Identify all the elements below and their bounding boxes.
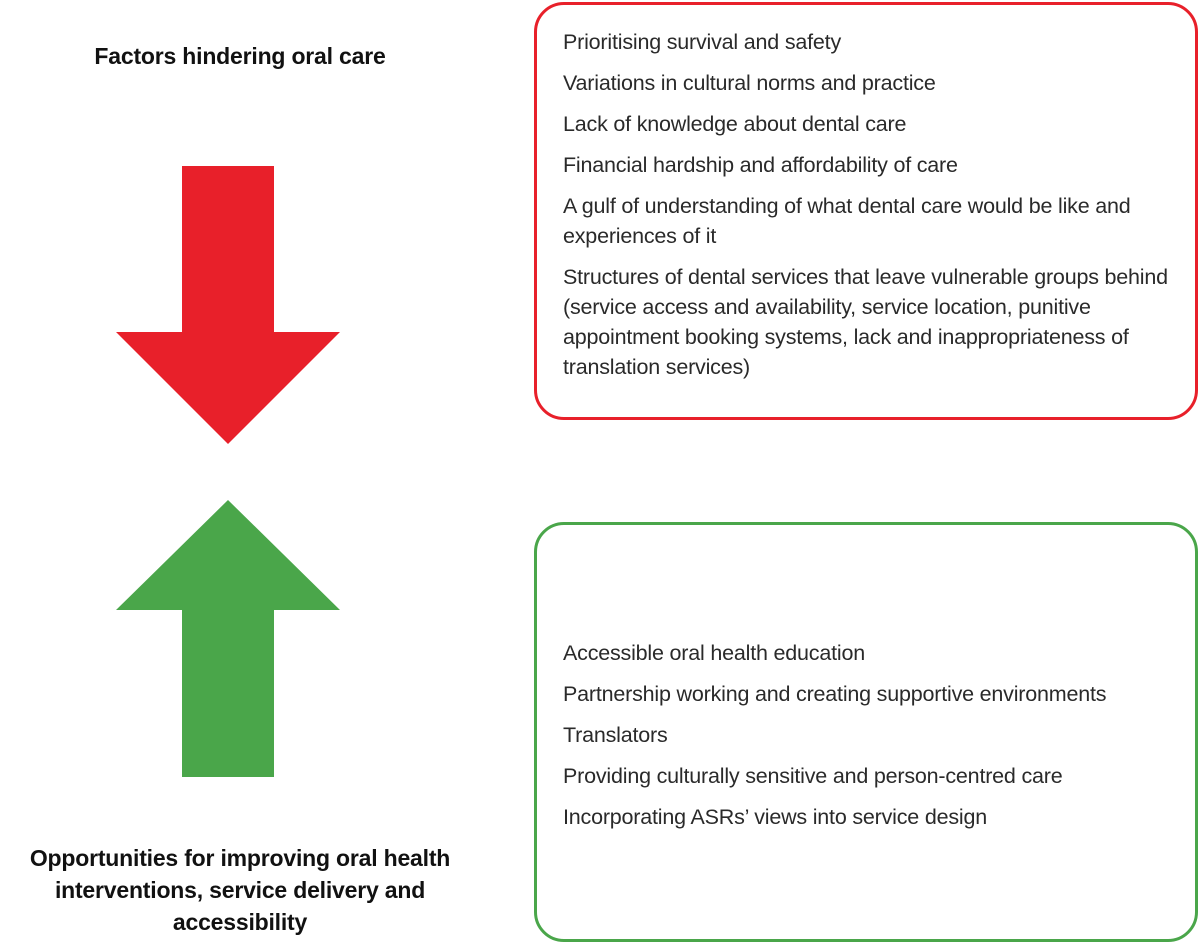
list-item: Partnership working and creating supportive environments	[563, 682, 1107, 706]
opportunities-list	[563, 638, 1181, 843]
list-item: Providing culturally sensitive and person-centred care	[563, 764, 1063, 788]
list-item: Prioritising survival and safety	[563, 30, 841, 54]
hindering-factors-list	[563, 27, 1181, 393]
list-item: Incorporating ASRs’ views into service design	[563, 805, 987, 829]
list-item: Financial hardship and affordability of care	[563, 153, 958, 177]
hindering-heading: Factors hindering oral care	[94, 43, 386, 69]
list-item: Accessible oral health education	[563, 641, 865, 665]
opportunities-box	[534, 522, 1198, 942]
hindering-factors-box	[534, 2, 1198, 420]
arrow-down-icon	[116, 166, 340, 446]
list-item: Translators	[563, 723, 668, 747]
opportunities-heading: Opportunities for improving oral health interventions, service delivery and accessibility	[29, 845, 451, 935]
arrow-up-icon	[116, 500, 340, 778]
list-item: Lack of knowledge about dental care	[563, 112, 907, 136]
list-item: Structures of dental services that leave vulnerable groups behind (service access and availability, service location, punitive appointment booking systems, lack and inappropriateness of translation services)	[563, 265, 1168, 379]
list-item: Variations in cultural norms and practice	[563, 71, 936, 95]
list-item: A gulf of understanding of what dental care would be like and experiences of it	[563, 194, 1131, 248]
